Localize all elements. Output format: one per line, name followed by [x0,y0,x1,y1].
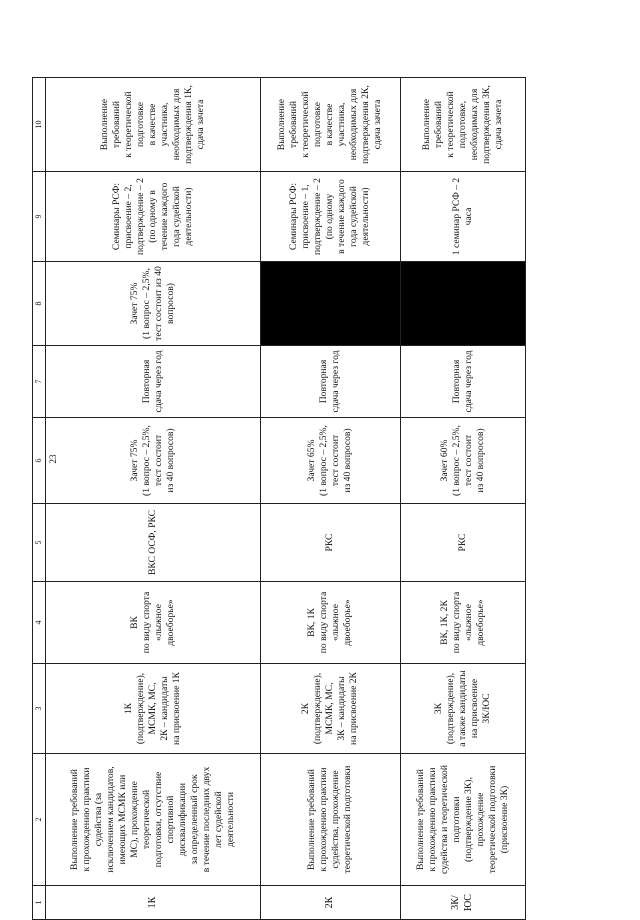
organizer-cell: РКС [260,504,400,582]
organizer-cell: РКС [400,504,525,582]
confirmation-cell: Выполнение требований к теоретической подготовке, необходимых для подтверждения 3К, сдача зачета [400,78,525,172]
col-header-10: 10 [33,78,46,172]
candidates-cell: 1К (подтверждение), МСМК, МС, 2К – кандидаты на присвоение 1К [46,664,261,754]
seminars-cell: Семинары РСФ: присвоение – 1, подтверждение – 2 (по одному в течение каждого года судейской деятельности) [260,172,400,262]
col-header-3: 3 [33,664,46,754]
candidates-cell: 2К (подтверждение), МСМК, МС, 3К – кандидаты на присвоение 2К [260,664,400,754]
confirmation-cell: Выполнение требований к теоретической подготовке в качестве участника, необходимых для подтверждения 1К, сдача зачета [46,78,261,172]
candidates-cell: 3К (подтверждение), а также кандидаты на присвоение 3К/ЮС [400,664,525,754]
requirements-cell: Выполнение требований к прохождению практики судейства и теоретической подготовки (подтверждение 3К), прохождение теоретической подготовки (присвоение 3К) [400,754,525,886]
seminars-cell: 1 семинар РСФ – 2 часа [400,172,525,262]
examiners-cell: ВК, 1К, 2К по виду спорта «лыжное двоеборье» [400,582,525,664]
rotated-table-container [32,78,526,920]
page-number: 23 [48,454,58,464]
examiners-cell: ВК, 1К по виду спорта «лыжное двоеборье» [260,582,400,664]
retake-cell: Повторная сдача через год [46,346,261,418]
col-header-9: 9 [33,172,46,262]
table-row-2k [260,78,400,920]
retake-cell: Повторная сдача через год [400,346,525,418]
examiners-cell: ВК по виду спорта «лыжное двоеборье» [46,582,261,664]
header-row [33,78,46,920]
col-header-8: 8 [33,262,46,346]
qualification-table [32,77,526,920]
blacked-out-cell [260,262,400,346]
test-threshold-cell: Зачет 65% (1 вопрос – 2,5%, тест состоит из 40 вопросов) [260,418,400,504]
confirmation-cell: Выполнение требований к теоретической подготовке в качестве участника, необходимых для подтверждения 2К, сдача зачета [260,78,400,172]
category-cell: 3К/ЮС [400,886,525,920]
seminars-cell: Семинары РСФ: присвоение – 2, подтверждение – 2 (по одному в течение каждого года судейской деятельности) [46,172,261,262]
test-threshold-cell: Зачет 60% (1 вопрос – 2,5%, тест состоит из 40 вопросов) [400,418,525,504]
col-header-6: 6 [33,418,46,504]
col-header-5: 5 [33,504,46,582]
col-header-1: 1 [33,886,46,920]
retake-cell: Повторная сдача через год [260,346,400,418]
requirements-cell: Выполнение требований к прохождению практики судейства, прохождение теоретической подготовки [260,754,400,886]
table-row-3k [400,78,525,920]
category-cell: 1К [46,886,261,920]
category-cell: 2К [260,886,400,920]
table-row-1k [46,78,261,920]
practice-test-cell: Зачет 75% (1 вопрос – 2,5%, тест состоит из 40 вопросов) [46,262,261,346]
col-header-4: 4 [33,582,46,664]
requirements-cell: Выполнение требований к прохождению практики судейства (за исключением кандидатов, имеющих МСМК или МС), прохождение теоретической подготовки, отсутствие спортивной дисквалификации за определенный срок в течение последних двух лет судейской деятельности [46,754,261,886]
col-header-2: 2 [33,754,46,886]
test-threshold-cell: Зачет 75% (1 вопрос – 2,5%, тест состоит из 40 вопросов) [46,418,261,504]
blacked-out-cell [400,262,525,346]
col-header-7: 7 [33,346,46,418]
organizer-cell: ВКС ОСФ, РКС [46,504,261,582]
